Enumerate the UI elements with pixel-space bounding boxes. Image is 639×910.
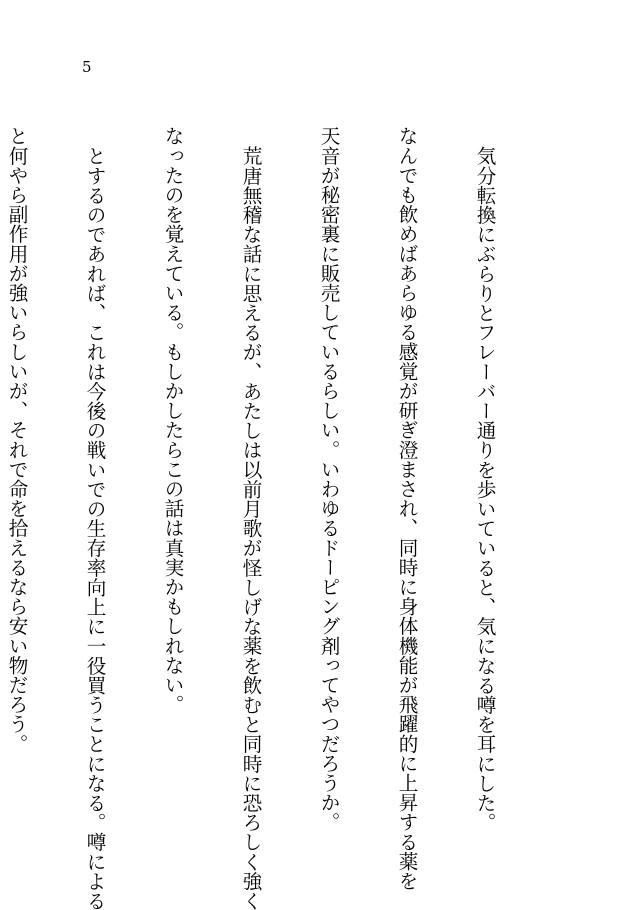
- novel-text-block: [0, 126, 549, 910]
- text-line: 気分転換にぶらりとフレーバー通りを歩いていると、気になる噂を耳にした。: [473, 145, 496, 832]
- text-line: と何やら副作用が強いらしいが、それで命を拾えるなら安い物だろう。: [5, 126, 28, 754]
- page-number: 5: [82, 58, 92, 76]
- text-line: 荒唐無稽な話に思えるが、あたしは以前月歌が怪しげな薬を飲むと同時に恐ろしく強く: [239, 145, 262, 910]
- text-line: 天音が秘密裏に販売しているらしい。いわゆるドーピング剤ってやつだろうか。: [317, 126, 340, 832]
- text-line: とするのであれば、これは今後の戦いでの生存率向上に一役買うことになる。噂による: [83, 145, 106, 910]
- text-line: なんでも飲めばあらゆる感覚が研ぎ澄まされ、同時に身体機能が飛躍的に上昇する薬を: [395, 126, 418, 891]
- text-line: なったのを覚えている。もしかしたらこの話は真実かもしれない。: [161, 126, 184, 714]
